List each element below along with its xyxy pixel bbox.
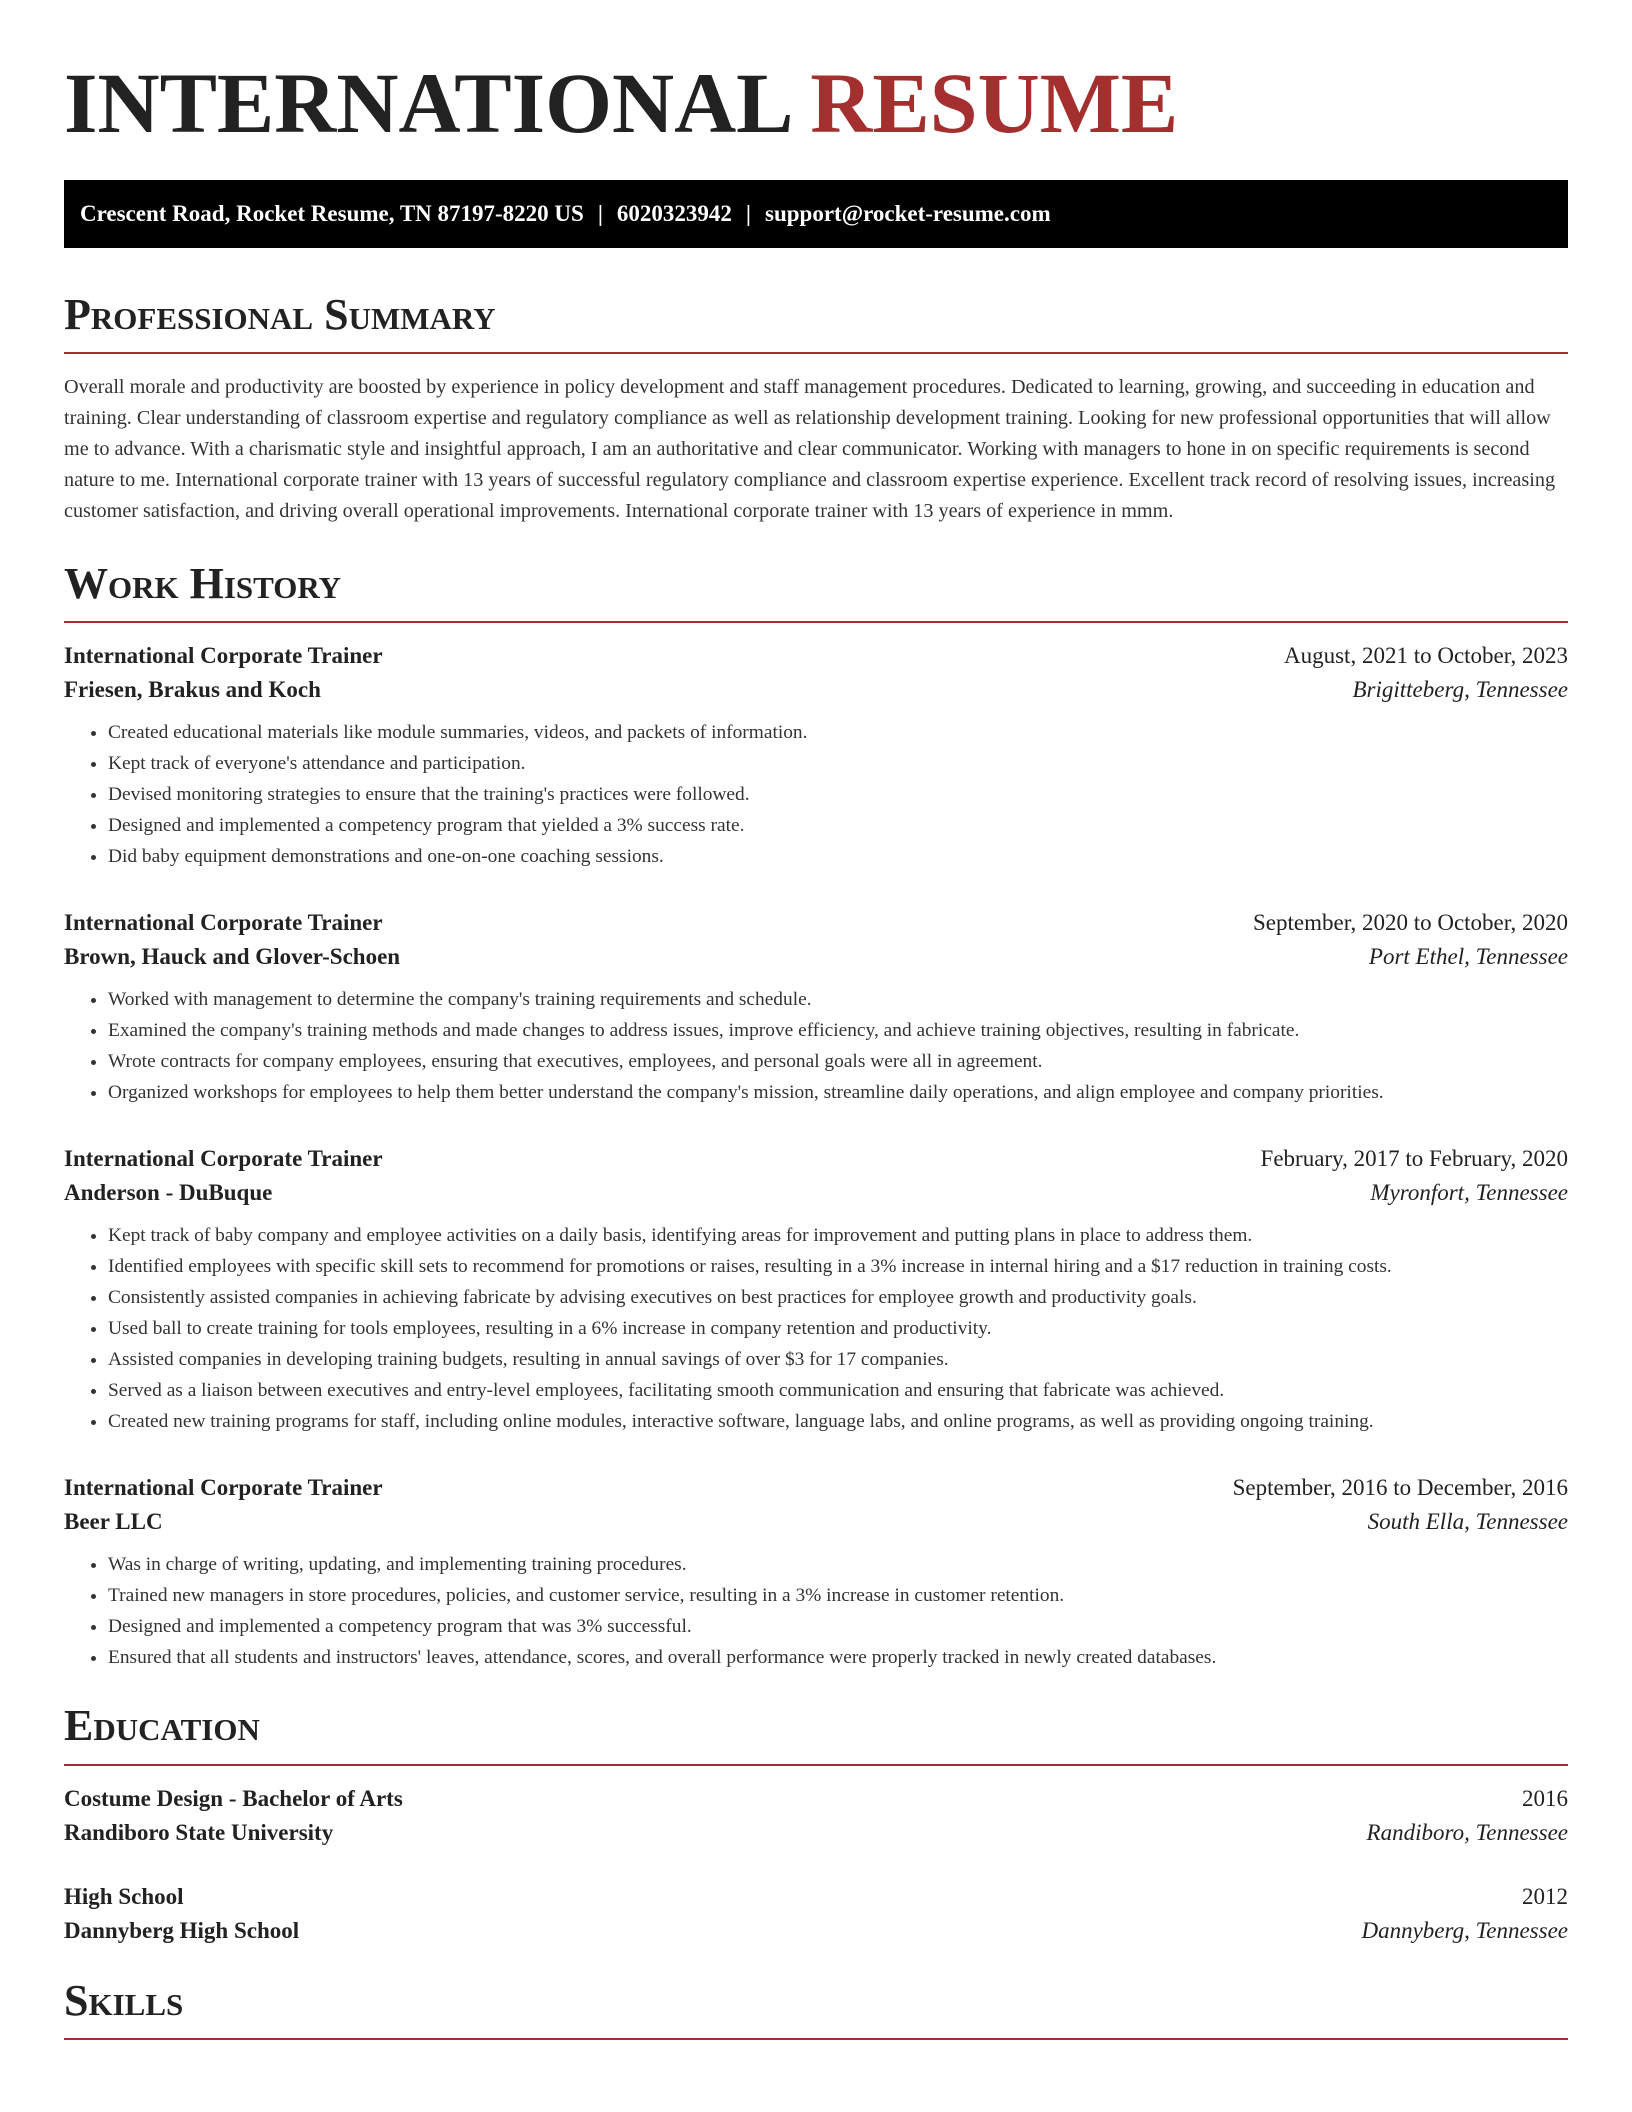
contact-email: support@rocket-resume.com	[765, 201, 1051, 226]
job-role: International Corporate Trainer	[64, 910, 383, 936]
job-bullet: • Identified employees with specific skill sets to recommend for promotions or raises, resulting in a 3% increase in internal hiring and a $17 reduction in training costs.	[108, 1251, 1568, 1282]
section-heading-education: Education	[64, 1703, 1568, 1765]
job-company: Anderson - DuBuque	[64, 1180, 273, 1206]
job-entry	[64, 910, 1568, 1108]
work-history-section	[64, 561, 1568, 1673]
job-bullet: • Ensured that all students and instructors' leaves, attendance, scores, and overall performance were properly tracked in newly created databases.	[108, 1642, 1568, 1673]
section-heading-skills: Skills	[64, 1978, 1568, 2040]
job-bullets	[64, 1549, 1568, 1673]
job-entry	[64, 643, 1568, 872]
summary-text: Overall morale and productivity are boosted by experience in policy development and staff management procedures. Dedicated to learning, growing, and succeeding in education and training. Clear understanding of classroom expertise and regulatory compliance as well as relationship development training. Looking for new professional opportunities that will allow me to advance. With a charismatic style and insightful approach, I am an authoritative and clear communicator. Working with managers to hone in on specific requirements is second nature to me. International corporate trainer with 13 years of successful regulatory compliance and classroom expertise experience. Excellent track record of resolving issues, increasing customer satisfaction, and driving overall operational improvements. International corporate trainer with 13 years of experience in mmm.	[64, 376, 1556, 523]
education-year: 2012	[1522, 1883, 1568, 1909]
contact-separator: |	[597, 201, 603, 226]
job-dates: August, 2021 to October, 2023	[1284, 643, 1568, 669]
education-school: Randiboro State University	[64, 1819, 334, 1845]
contact-bar	[64, 180, 1568, 248]
section-heading-work-history: Work History	[64, 561, 1568, 623]
education-location: Dannyberg, Tennessee	[1361, 1917, 1568, 1943]
education-degree: High School	[64, 1883, 184, 1909]
title-first-word: INTERNATIONAL	[64, 55, 789, 151]
job-bullet: • Designed and implemented a competency program that was 3% successful.	[108, 1611, 1568, 1642]
job-bullet: • Created educational materials like module summaries, videos, and packets of information.	[108, 717, 1568, 748]
job-bullet: • Organized workshops for employees to help them better understand the company's mission, streamline daily operations, and align employee and company priorities.	[108, 1077, 1568, 1108]
resume-title	[64, 55, 1568, 151]
job-bullets	[64, 1220, 1568, 1437]
education-entry	[64, 1884, 1568, 1944]
contact-address: Crescent Road, Rocket Resume, TN 87197-8220 US	[80, 201, 584, 226]
job-company: Beer LLC	[64, 1509, 163, 1535]
job-location: Port Ethel, Tennessee	[1368, 944, 1568, 970]
job-location: Myronfort, Tennessee	[1370, 1180, 1568, 1206]
section-heading-summary: Professional Summary	[64, 292, 1568, 354]
job-bullet: • Kept track of baby company and employee activities on a daily basis, identifying areas for improvement and putting plans in place to address them.	[108, 1220, 1568, 1251]
job-role: International Corporate Trainer	[64, 1146, 383, 1172]
contact-phone: 6020323942	[616, 201, 732, 226]
job-dates: February, 2017 to February, 2020	[1260, 1146, 1568, 1172]
job-bullet: • Did baby equipment demonstrations and one-on-one coaching sessions.	[108, 841, 1568, 872]
job-company: Friesen, Brakus and Koch	[64, 677, 321, 703]
summary-section	[64, 292, 1568, 527]
job-bullet: • Consistently assisted companies in achieving fabricate by advising executives on best practices for employee growth and productivity goals.	[108, 1282, 1568, 1313]
job-location: Brigitteberg, Tennessee	[1352, 677, 1568, 703]
job-dates: September, 2016 to December, 2016	[1232, 1475, 1568, 1501]
job-bullet: • Used ball to create training for tools employees, resulting in a 6% increase in company retention and productivity.	[108, 1313, 1568, 1344]
education-school: Dannyberg High School	[64, 1917, 300, 1943]
skills-section	[64, 1975, 1568, 2040]
job-bullet: • Served as a liaison between executives and entry-level employees, facilitating smooth communication and ensuring that fabricate was achieved.	[108, 1375, 1568, 1406]
job-bullet: • Wrote contracts for company employees, ensuring that executives, employees, and personal goals were all in agreement.	[108, 1046, 1568, 1077]
education-section	[64, 1703, 1568, 1943]
job-role: International Corporate Trainer	[64, 643, 383, 669]
job-bullets	[64, 984, 1568, 1108]
job-role: International Corporate Trainer	[64, 1475, 383, 1501]
job-entry	[64, 1146, 1568, 1437]
job-bullet: • Was in charge of writing, updating, and implementing training procedures.	[108, 1549, 1568, 1580]
job-company: Brown, Hauck and Glover-Schoen	[64, 944, 401, 970]
job-entry	[64, 1475, 1568, 1673]
job-bullet: • Assisted companies in developing training budgets, resulting in annual savings of over $3 for 17 companies.	[108, 1344, 1568, 1375]
job-bullets	[64, 717, 1568, 872]
job-location: South Ella, Tennessee	[1367, 1509, 1568, 1535]
education-degree: Costume Design - Bachelor of Arts	[64, 1785, 403, 1811]
job-bullet: • Kept track of everyone's attendance and participation.	[108, 748, 1568, 779]
job-bullet: • Created new training programs for staff, including online modules, interactive software, language labs, and online programs, as well as providing ongoing training.	[108, 1406, 1568, 1437]
contact-separator: |	[745, 201, 751, 226]
title-second-word: RESUME	[810, 55, 1179, 151]
education-location: Randiboro, Tennessee	[1366, 1819, 1568, 1845]
education-year: 2016	[1522, 1785, 1568, 1811]
job-bullet: • Trained new managers in store procedures, policies, and customer service, resulting in a 3% increase in customer retention.	[108, 1580, 1568, 1611]
job-bullet: • Examined the company's training methods and made changes to address issues, improve efficiency, and achieve training objectives, resulting in fabricate.	[108, 1015, 1568, 1046]
education-entry	[64, 1786, 1568, 1846]
job-dates: September, 2020 to October, 2020	[1253, 910, 1568, 936]
job-bullet: • Worked with management to determine the company's training requirements and schedule.	[108, 984, 1568, 1015]
job-bullet: • Devised monitoring strategies to ensure that the training's practices were followed.	[108, 779, 1568, 810]
job-bullet: • Designed and implemented a competency program that yielded a 3% success rate.	[108, 810, 1568, 841]
